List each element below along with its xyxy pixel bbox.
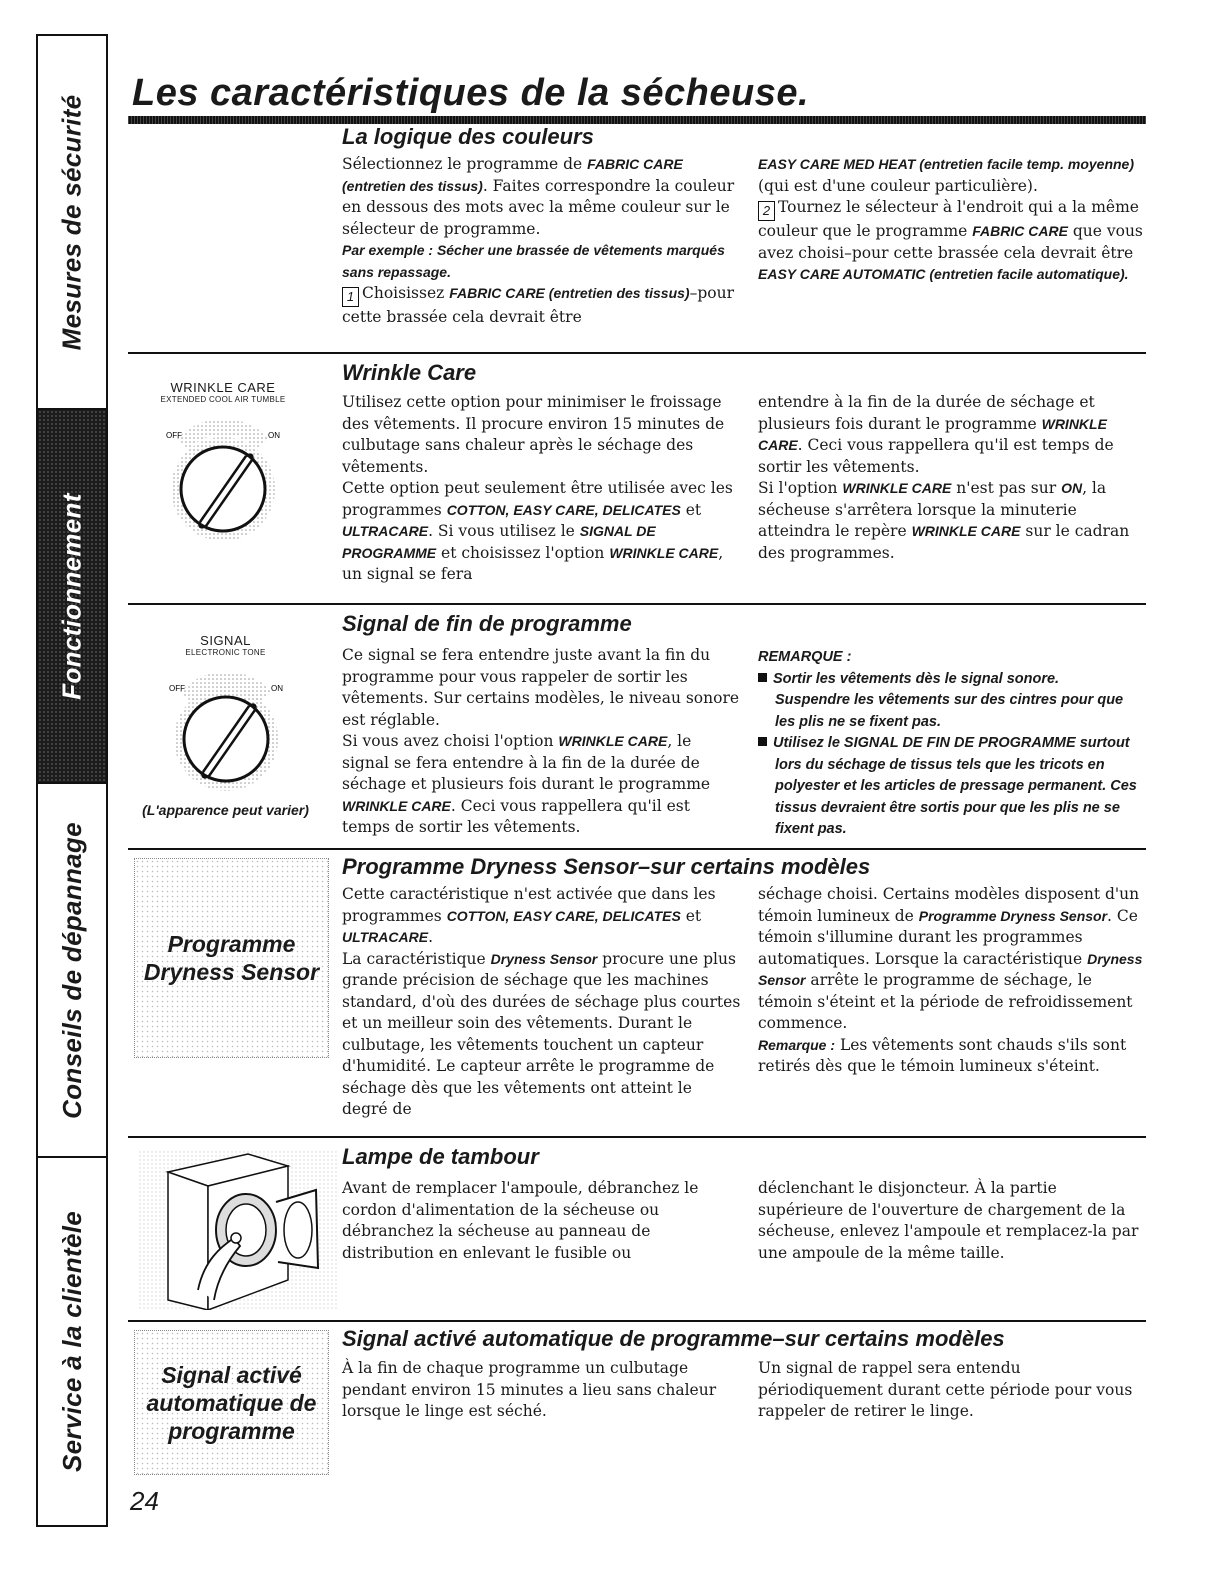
tab-conseils-de-depannage[interactable] [38,784,106,1158]
bullet-icon [758,737,767,746]
remarque-bullet-1: Sortir les vêtements dès le signal sonore. Suspendre les vêtements sur des cintres pour que les plis ne se fixent pas. [758,669,1146,734]
section-rule [128,848,1146,850]
section-signal-fin [128,603,1146,848]
svg-text:ON: ON [268,431,280,440]
section-heading: La logique des couleurs [342,124,594,149]
tab-mesures-de-securite[interactable] [38,36,106,410]
wrinkle-left-column: Utilisez cette option pour minimiser le froissage des vêtements. Il procure environ 15 minutes de culbutage sans chaleur après le séchage des vêtements. Cette option peut seulement être utilisée avec les programmes COTTON, EASY CARE, DELICATES et ULTRACARE. Si vous utilisez le SIGNAL DE PROGRAMME et choisissez l'option WRINKLE CARE, un signal se fera [342,393,733,583]
auto-right-column: Un signal de rappel sera entendu périodiquement durant cette période pour vous rappeler de retirer le linge. [758,1359,1133,1420]
tab-label: Conseils de dépannage [56,821,87,1119]
signal-dial-figure [128,633,323,818]
wrinkle-care-dial-figure [128,380,318,559]
section-heading: Lampe de tambour [342,1144,539,1169]
svg-text:ON: ON [270,684,283,693]
couleurs-right-column: EASY CARE MED HEAT (entretien facile temp. moyenne) (qui est d'une couleur particulière). 2 Tournez le sélecteur à l'endroit qui a la même couleur que le programme FABRIC CARE que vous avez choisi–pour cette brassée cela devrait être EASY CARE AUTOMATIC (entretien facile automatique). [758,156,1143,282]
dial-knob-icon [131,657,321,797]
figure-sublabel: EXTENDED COOL AIR TUMBLE [160,395,286,404]
lampe-right-column: déclenchant le disjoncteur. À la partie supérieure de l'ouverture de chargement de la sécheuse, enlevez l'ampoule et remplacez-la par une ampoule de la même taille. [758,1179,1139,1262]
svg-text:OFF: OFF [168,684,185,693]
signal-automatique-panel: Signal activé automatique de programme [134,1330,329,1475]
section-couleurs [128,124,1146,354]
section-heading: Wrinkle Care [342,360,477,385]
dial-knob-icon [128,404,318,554]
section-heading: Signal de fin de programme [342,611,632,636]
bullet-icon [758,673,767,682]
couleurs-left-column: Sélectionnez le programme de FABRIC CARE (entretien des tissus). Faites correspondre la couleur en dessous des mots avec la même couleur sur le sélecteur de programme. Par exemple : Sécher une brassée de vêtements marqués sans repassage. 1 Choisissez FABRIC CARE (entretien des tissus)–pour cette brassée cela devrait être [342,154,742,329]
section-lampe-tambour [128,1136,1146,1320]
section-rule [128,603,1146,605]
figure-caption: (L'apparence peut varier) [142,802,309,818]
dryness-left-column: Cette caractéristique n'est activée que dans les programmes COTTON, EASY CARE, DELICATES et ULTRACARE. La caractéristique Dryness Sensor procure une plus grande précision de séchage que les machines standard, d'où des durées de séchage plus courtes et un meilleur soin des vêtements. Durant le culbutage, les vêtements touchent un capteur d'humidité. Le capteur arrête le programme de séchage dès que les vêtements ont atteint le degré de [342,885,741,1118]
dryness-right-column: séchage choisi. Certains modèles disposent d'un témoin lumineux de Programme Dryness Sensor. Ce témoin s'illumine durant les programmes automatiques. Lorsque la caractéristique Dryness Sensor arrête le programme de séchage, le témoin s'éteint et la période de refroidissement commence. Remarque : Les vêtements sont chauds s'ils sont retirés dès que le témoin lumineux s'éteint. [758,885,1143,1075]
page-number: 24 [130,1486,159,1516]
section-rule [128,1320,1146,1322]
title-rule [128,116,1146,124]
dryness-sensor-panel: Programme Dryness Sensor [134,858,329,1058]
section-dryness-sensor [128,848,1146,1136]
tab-service-a-la-clientele[interactable] [38,1158,106,1525]
tab-label: Fonctionnement [56,492,87,700]
svg-text:OFF: OFF [166,431,182,440]
remarque-title: REMARQUE : [758,649,852,665]
figure-label: WRINKLE CARE [170,380,276,395]
example-text: Par exemple : Sécher une brassée de vêtements marqués sans repassage. [342,242,725,280]
tab-fonctionnement[interactable] [38,410,106,784]
section-tab-bar [36,34,108,1527]
section-rule [128,1136,1146,1138]
wrinkle-right-column: entendre à la fin de la durée de séchage et plusieurs fois durant le programme WRINKLE CARE. Ceci vous rappellera qu'il est temps de sortir les vêtements. Si l'option WRINKLE CARE n'est pas sur ON, la sécheuse s'arrêtera lorsque la minuterie atteindra le repère WRINKLE CARE sur le cadran des programmes. [758,393,1130,562]
section-rule [128,352,1146,354]
page-title: Les caractéristiques de la sécheuse. [132,72,810,114]
remarque-bullet-2: Utilisez le SIGNAL DE FIN DE PROGRAMME surtout lors du séchage de tissus tels que les tricots en polyester et les articles de pressage permanent. Ces tissus devraient être sortis pour que les plis ne se fixent pas. [758,733,1146,841]
section-heading: Signal activé automatique de programme–sur certains modèles [342,1326,1005,1351]
signal-remarque-column [758,647,1146,841]
step-number: 2 [758,201,775,221]
figure-label: SIGNAL [200,633,251,648]
section-signal-automatique [128,1320,1146,1480]
auto-left-column: À la fin de chaque programme un culbutage pendant environ 15 minutes a lieu sans chaleur lorsque le linge est séché. [342,1359,717,1420]
lampe-left-column: Avant de remplacer l'ampoule, débranchez le cordon d'alimentation de la sécheuse ou débranchez la sécheuse au panneau de distribution en enlevant le fusible ou [342,1179,699,1262]
figure-sublabel: ELECTRONIC TONE [185,648,266,657]
dryer-drum-lamp-illustration [138,1150,338,1310]
tab-label: Service à la clientèle [56,1211,87,1472]
tab-label: Mesures de sécurité [56,94,87,350]
signal-left-column: Ce signal se fera entendre juste avant la fin du programme pour vous rappeler de sortir les vêtements. Sur certains modèles, le niveau sonore est réglable. Si vous avez choisi l'option WRINKLE CARE, le signal se fera entendre à la fin de la durée de séchage et plusieurs fois durant le programme WRINKLE CARE. Ceci vous rappellera qu'il est temps de sortir les vêtements. [342,646,740,836]
step-number: 1 [342,287,359,307]
section-wrinkle-care [128,352,1146,602]
section-heading: Programme Dryness Sensor–sur certains modèles [342,854,871,879]
